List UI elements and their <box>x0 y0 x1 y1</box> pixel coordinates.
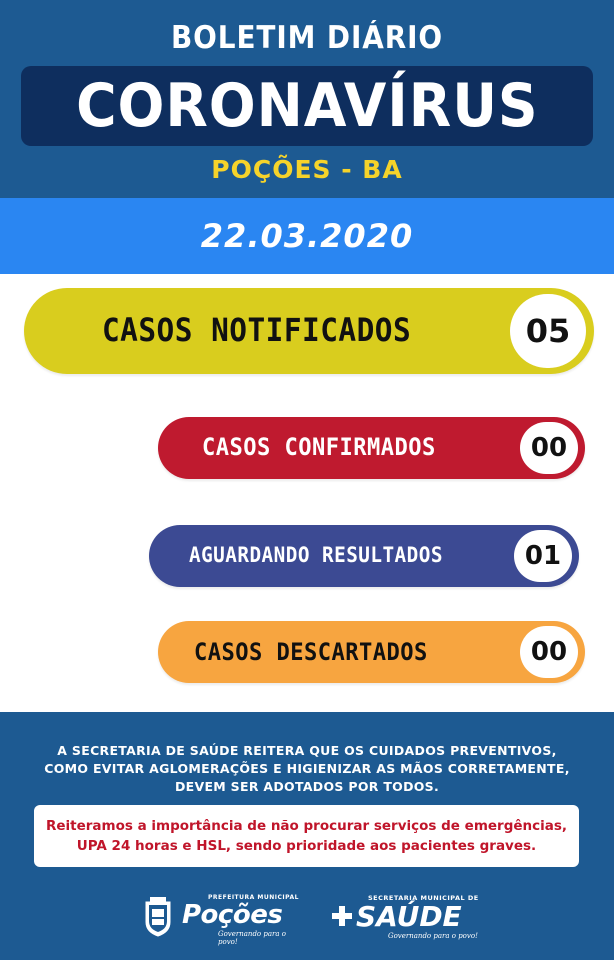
location-label: POÇÕES - BA <box>211 155 403 184</box>
bulletin-label: BOLETIM DIÁRIO <box>170 20 444 56</box>
stat-casos-confirmados <box>158 417 585 479</box>
city-crest-icon <box>142 896 174 938</box>
stat-label: CASOS NOTIFICADOS <box>102 311 412 349</box>
stat-casos-descartados <box>158 621 585 683</box>
stat-value: 01 <box>514 530 572 582</box>
stat-casos-notificados <box>24 288 594 374</box>
secretaria-saude-logo <box>330 894 480 940</box>
stat-label: AGUARDANDO RESULTADOS <box>189 543 443 567</box>
date-bar <box>0 198 614 274</box>
stat-label: CASOS CONFIRMADOS <box>202 433 436 461</box>
page-title: CORONAVÍRUS <box>75 71 539 141</box>
prefeitura-logo <box>178 894 303 946</box>
logos-row <box>0 888 614 948</box>
secretaria-name: SAÚDE <box>356 900 462 933</box>
secretaria-tagline: Governando para o povo! <box>388 932 478 940</box>
prefeitura-tagline: Governando para o povo! <box>218 930 286 946</box>
stat-value: 00 <box>520 422 578 474</box>
emergency-alert-text <box>46 816 567 856</box>
header-banner <box>0 0 614 198</box>
notice-line: A SECRETARIA DE SAÚDE REITERA QUE OS CUIDADOS PREVENTIVOS, <box>57 743 557 758</box>
secretaria-small-label: SECRETARIA MUNICIPAL DE <box>368 894 479 902</box>
prefeitura-small-label: PREFEITURA MUNICIPAL <box>208 894 299 901</box>
stat-value: 00 <box>520 626 578 678</box>
prevention-notice <box>40 742 574 796</box>
stat-aguardando-resultados <box>149 525 579 587</box>
emergency-alert-box <box>34 805 579 867</box>
alert-line: Reiteramos a importância de não procurar serviços de emergências, <box>45 818 568 834</box>
stat-value: 05 <box>510 294 586 368</box>
title-box <box>21 66 593 146</box>
notice-line: DEVEM SER ADOTADOS POR TODOS. <box>174 779 440 794</box>
alert-line: UPA 24 horas e HSL, sendo prioridade aos pacientes graves. <box>76 838 537 854</box>
stat-label: CASOS DESCARTADOS <box>194 638 428 666</box>
bulletin-date: 22.03.2020 <box>200 217 414 255</box>
health-cross-icon <box>330 904 354 928</box>
notice-line: COMO EVITAR AGLOMERAÇÕES E HIGIENIZAR AS MÃOS CORRETAMENTE, <box>44 761 570 776</box>
prefeitura-name: Poções <box>182 900 283 930</box>
